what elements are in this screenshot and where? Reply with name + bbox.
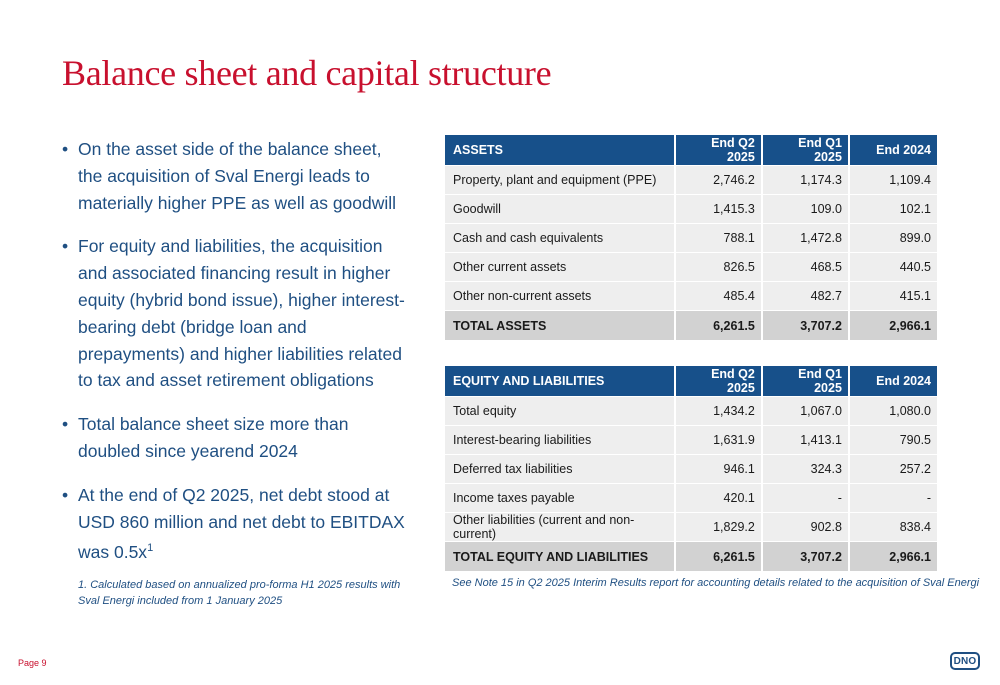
row-label: Other non-current assets [445,282,676,311]
row-label: Interest-bearing liabilities [445,426,676,455]
table-total-row [445,542,937,572]
table-row [445,224,937,253]
table-row [445,513,937,542]
table-total-row [445,311,937,341]
slide-title: Balance sheet and capital structure [62,53,552,93]
bullet-text: Total balance sheet size more than doubled since yearend 2024 [78,414,349,461]
cell-value: 109.0 [763,195,850,224]
cell-value: 1,472.8 [763,224,850,253]
table-row [445,455,937,484]
column-header: End 2024 [850,366,937,397]
column-header: End Q1 2025 [763,366,850,397]
column-header: ASSETS [445,135,676,166]
bullet-text: At the end of Q2 2025, net debt stood at USD 860 million and net debt to EBITDAX was 0.5x [78,484,405,563]
cell-value: 1,829.2 [676,513,763,542]
table-row [445,253,937,282]
footnote: 1. Calculated based on annualized pro-forma H1 2025 results with Sval Energi included from 1 January 2025 [78,579,401,607]
row-label: Cash and cash equivalents [445,224,676,253]
total-value: 3,707.2 [763,542,850,572]
column-header: End 2024 [850,135,937,166]
row-label: Goodwill [445,195,676,224]
total-value: 3,707.2 [763,311,850,341]
table-row [445,397,937,426]
cell-value: 1,413.1 [763,426,850,455]
total-value: 6,261.5 [676,311,763,341]
cell-value: 902.8 [763,513,850,542]
cell-value: 826.5 [676,253,763,282]
accounting-note: See Note 15 in Q2 2025 Interim Results report for accounting details related to the acquisition of Sval Energi [452,577,980,589]
equity-liabilities-table [445,366,937,572]
bullet-text: For equity and liabilities, the acquisition and associated financing result in higher equity (hybrid bond issue), higher interest-bearing debt (bridge loan and prepayments) and higher liabilities related to tax and asset retirement obligations [78,236,405,391]
row-label: Other current assets [445,253,676,282]
total-label: TOTAL ASSETS [445,311,676,341]
bullet-text: On the asset side of the balance sheet, the acquisition of Sval Energi leads to materially higher PPE as well as goodwill [78,139,397,213]
total-value: 2,966.1 [850,311,937,341]
bullet-list [60,136,405,583]
table-row [445,426,937,455]
row-label: Other liabilities (current and non-current) [445,513,676,542]
row-label: Income taxes payable [445,484,676,513]
bullet-item [60,136,405,216]
cell-value: 1,174.3 [763,166,850,195]
cell-value: 1,631.9 [676,426,763,455]
column-header: End Q2 2025 [676,135,763,166]
row-label: Property, plant and equipment (PPE) [445,166,676,195]
dno-logo: DNO [950,652,980,670]
cell-value: 788.1 [676,224,763,253]
footnote-marker: 1 [147,542,154,555]
cell-value: 1,415.3 [676,195,763,224]
column-header: EQUITY AND LIABILITIES [445,366,676,397]
cell-value: 482.7 [763,282,850,311]
cell-value: 838.4 [850,513,937,542]
bullet-item [60,482,405,566]
cell-value: 1,080.0 [850,397,937,426]
table-row [445,282,937,311]
bullet-item [60,233,405,394]
table-header-row [445,366,937,397]
cell-value: 2,746.2 [676,166,763,195]
cell-value: 324.3 [763,455,850,484]
table-header-row [445,135,937,166]
cell-value: 899.0 [850,224,937,253]
cell-value: - [763,484,850,513]
row-label: Deferred tax liabilities [445,455,676,484]
table-row [445,166,937,195]
cell-value: 420.1 [676,484,763,513]
cell-value: 440.5 [850,253,937,282]
cell-value: 1,434.2 [676,397,763,426]
cell-value: 468.5 [763,253,850,282]
cell-value: - [850,484,937,513]
cell-value: 1,109.4 [850,166,937,195]
bullet-item [60,411,405,465]
cell-value: 102.1 [850,195,937,224]
table-row [445,484,937,513]
assets-table [445,135,937,341]
table-row [445,195,937,224]
total-label: TOTAL EQUITY AND LIABILITIES [445,542,676,572]
cell-value: 257.2 [850,455,937,484]
cell-value: 415.1 [850,282,937,311]
total-value: 2,966.1 [850,542,937,572]
total-value: 6,261.5 [676,542,763,572]
cell-value: 485.4 [676,282,763,311]
page-number: Page 9 [18,658,47,668]
column-header: End Q1 2025 [763,135,850,166]
column-header: End Q2 2025 [676,366,763,397]
row-label: Total equity [445,397,676,426]
cell-value: 946.1 [676,455,763,484]
cell-value: 790.5 [850,426,937,455]
cell-value: 1,067.0 [763,397,850,426]
